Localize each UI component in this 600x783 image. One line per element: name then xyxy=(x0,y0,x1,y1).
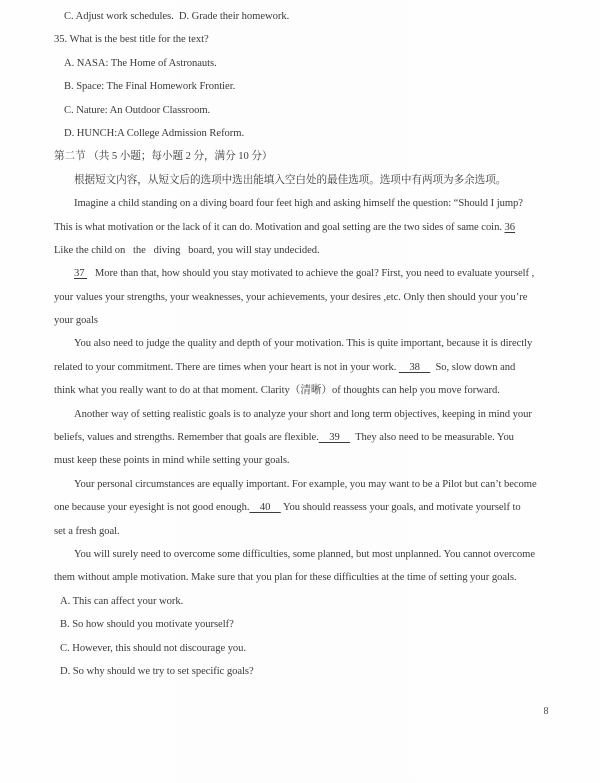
text-segment: This is what motivation or the lack of it can do. Motivation and goal setting are the two sides of same coin. xyxy=(54,221,505,233)
text-segment: related to your commitment. There are times when your heart is not in your work. xyxy=(54,361,399,373)
text-segment: A. This can affect your work. xyxy=(60,595,184,607)
text-segment: Like the child on the diving board, you will stay undecided. xyxy=(54,244,320,256)
text-line xyxy=(54,473,554,496)
text-line xyxy=(54,192,554,215)
text-line xyxy=(54,28,554,51)
text-line xyxy=(54,239,554,262)
text-segment: 35. What is the best title for the text? xyxy=(54,34,209,46)
text-segment: 根据短文内容，从短文后的选项中选出能填入空白处的最佳选项。选项中有两项为多余选项。 xyxy=(74,174,507,186)
text-segment: More than that, how should you stay motivated to achieve the goal? First, you need to evaluate yourself , xyxy=(87,268,535,280)
text-line xyxy=(54,52,554,75)
blank-underline: 39 xyxy=(318,432,351,444)
document-body xyxy=(54,5,554,683)
text-segment: C. However, this should not discourage you. xyxy=(60,642,247,654)
text-line xyxy=(54,637,554,660)
text-segment: your goals xyxy=(54,315,98,327)
page-number: 8 xyxy=(543,706,549,717)
text-segment: You also need to judge the quality and depth of your motivation. This is quite important, because it is directly xyxy=(74,338,533,350)
text-segment: Your personal circumstances are equally important. For example, you may want to be a Pilot but can’t become xyxy=(74,478,537,490)
text-segment: They also need to be measurable. You xyxy=(350,432,514,444)
text-line xyxy=(54,403,554,426)
text-segment: So, slow down and xyxy=(430,361,516,373)
text-segment: You should reassess your goals, and motivate yourself to xyxy=(280,502,521,514)
text-segment: D. HUNCH:A College Admission Reform. xyxy=(64,127,245,139)
text-segment: You will surely need to overcome some difficulties, some planned, but most unplanned. You cannot overcome xyxy=(74,548,535,560)
text-segment: beliefs, values and strengths. Remember that goals are flexible. xyxy=(54,432,319,444)
text-line xyxy=(54,145,554,168)
blank-underline: 37 xyxy=(74,268,88,280)
text-segment: set a fresh goal. xyxy=(54,525,120,537)
text-segment: D. So why should we try to set specific goals? xyxy=(60,665,254,677)
text-segment: must keep these points in mind while setting your goals. xyxy=(54,455,290,467)
text-segment: think what you really want to do at that moment. Clarity（清晰）of thoughts can help you move forward. xyxy=(54,385,500,397)
blank-underline: 36 xyxy=(504,221,516,233)
blank-underline: 38 xyxy=(398,361,431,373)
text-segment: B. So how should you motivate yourself? xyxy=(60,619,234,631)
text-line xyxy=(54,5,554,28)
text-segment: Imagine a child standing on a diving board four feet high and asking himself the question: “Should I jump? xyxy=(74,198,523,210)
text-segment: Another way of setting realistic goals is to analyze your short and long term objectives, keeping in mind your xyxy=(74,408,532,420)
text-line xyxy=(54,590,554,613)
text-line xyxy=(54,75,554,98)
text-segment: C. Adjust work schedules. D. Grade their homework. xyxy=(64,11,290,22)
text-line xyxy=(54,309,554,332)
text-line xyxy=(54,379,554,402)
text-segment: one because your eyesight is not good enough. xyxy=(54,502,250,514)
text-line xyxy=(54,660,554,683)
text-line xyxy=(54,122,554,145)
text-segment: C. Nature: An Outdoor Classroom. xyxy=(64,104,211,116)
text-line xyxy=(54,216,554,239)
text-line xyxy=(54,169,554,192)
text-line xyxy=(54,496,554,519)
text-line xyxy=(54,426,554,449)
text-line xyxy=(54,543,554,566)
text-line xyxy=(54,520,554,543)
text-segment: your values your strengths, your weaknesses, your achievements, your desires ,etc. Only then should your you’re xyxy=(54,291,528,303)
text-line xyxy=(54,286,554,309)
text-line xyxy=(54,449,554,472)
text-segment: B. Space: The Final Homework Frontier. xyxy=(64,81,236,93)
blank-underline: 40 xyxy=(249,502,281,514)
text-line xyxy=(54,566,554,589)
text-line xyxy=(54,332,554,355)
text-line xyxy=(54,356,554,379)
text-segment: them without ample motivation. Make sure that you plan for these difficulties at the time of setting your goals. xyxy=(54,572,517,584)
text-line xyxy=(54,262,554,285)
text-segment: A. NASA: The Home of Astronauts. xyxy=(64,57,217,69)
text-line xyxy=(54,613,554,636)
text-line xyxy=(54,99,554,122)
text-segment: 第二节 （共 5 小题；每小题 2 分，满分 10 分） xyxy=(54,151,273,163)
